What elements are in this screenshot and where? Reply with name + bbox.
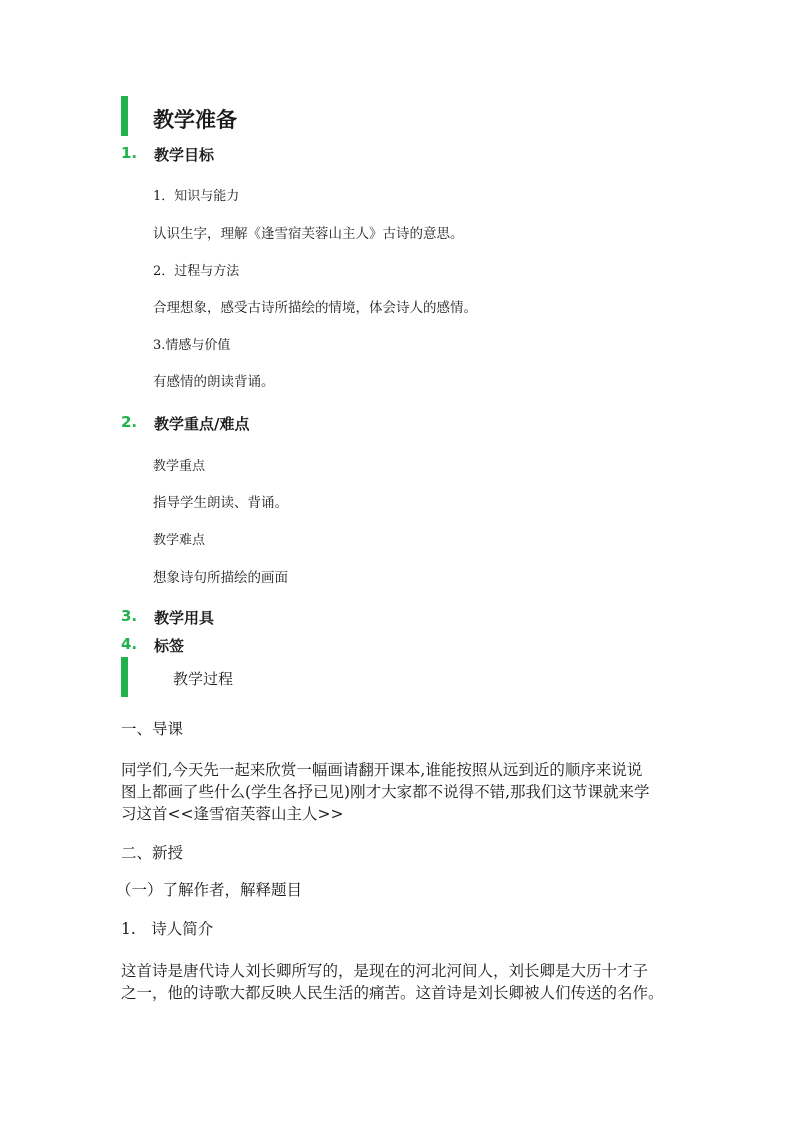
section-number-3: 3.	[121, 607, 138, 625]
intro-line: 图上都画了些什么(学生各抒已见)刚才大家都不说得不错,那我们这节课就来学	[121, 783, 650, 801]
difficulty-text: 想象诗句所描绘的画面	[153, 570, 288, 586]
difficulty-heading: 教学难点	[153, 533, 206, 548]
process-marker-bar	[121, 657, 128, 697]
section-title-key-difficulty: 教学重点/难点	[154, 415, 250, 433]
part1-heading: （一）了解作者，解释题目	[116, 881, 303, 899]
poet-paragraph	[121, 960, 701, 1004]
poet-line: 这首诗是唐代诗人刘长卿所写的，是现在的河北河间人，刘长卿是大历十才子	[121, 962, 649, 980]
intro-paragraph	[121, 759, 701, 825]
intro-line: 习这首<<逢雪宿芙蓉山主人>>	[121, 805, 344, 823]
goal-1-text: 认识生字，理解《逢雪宿芙蓉山主人》古诗的意思。	[153, 226, 464, 242]
section-number-4: 4.	[121, 635, 138, 653]
goal-1-heading: 1．知识与能力	[153, 189, 240, 204]
process-title: 教学过程	[173, 670, 234, 688]
section-title-tools: 教学用具	[154, 609, 215, 627]
intro-line: 同学们,今天先一起来欣赏一幅画请翻开课本,谁能按照从远到近的顺序来说说	[121, 761, 643, 779]
section-title-tags: 标签	[154, 637, 185, 655]
goal-2-text: 合理想象，感受古诗所描绘的情境，体会诗人的感情。	[153, 300, 477, 316]
section-marker-bar	[121, 96, 128, 136]
key-heading: 教学重点	[153, 459, 206, 474]
new-heading: 二、新授	[121, 844, 184, 862]
key-text: 指导学生朗读、背诵。	[153, 495, 288, 511]
goal-2-heading: 2．过程与方法	[153, 264, 240, 279]
section-title-goals: 教学目标	[154, 146, 215, 164]
section-number-1: 1.	[121, 144, 138, 162]
goal-3-text: 有感情的朗读背诵。	[153, 374, 275, 390]
intro-heading: 一、导课	[121, 720, 184, 738]
goal-3-heading: 3.情感与价值	[153, 338, 231, 353]
poet-heading: 1. 诗人简介	[121, 920, 214, 938]
poet-line: 之一，他的诗歌大都反映人民生活的痛苦。这首诗是刘长卿被人们传送的名作。	[121, 984, 664, 1002]
page-title: 教学准备	[153, 108, 237, 132]
section-number-2: 2.	[121, 413, 138, 431]
